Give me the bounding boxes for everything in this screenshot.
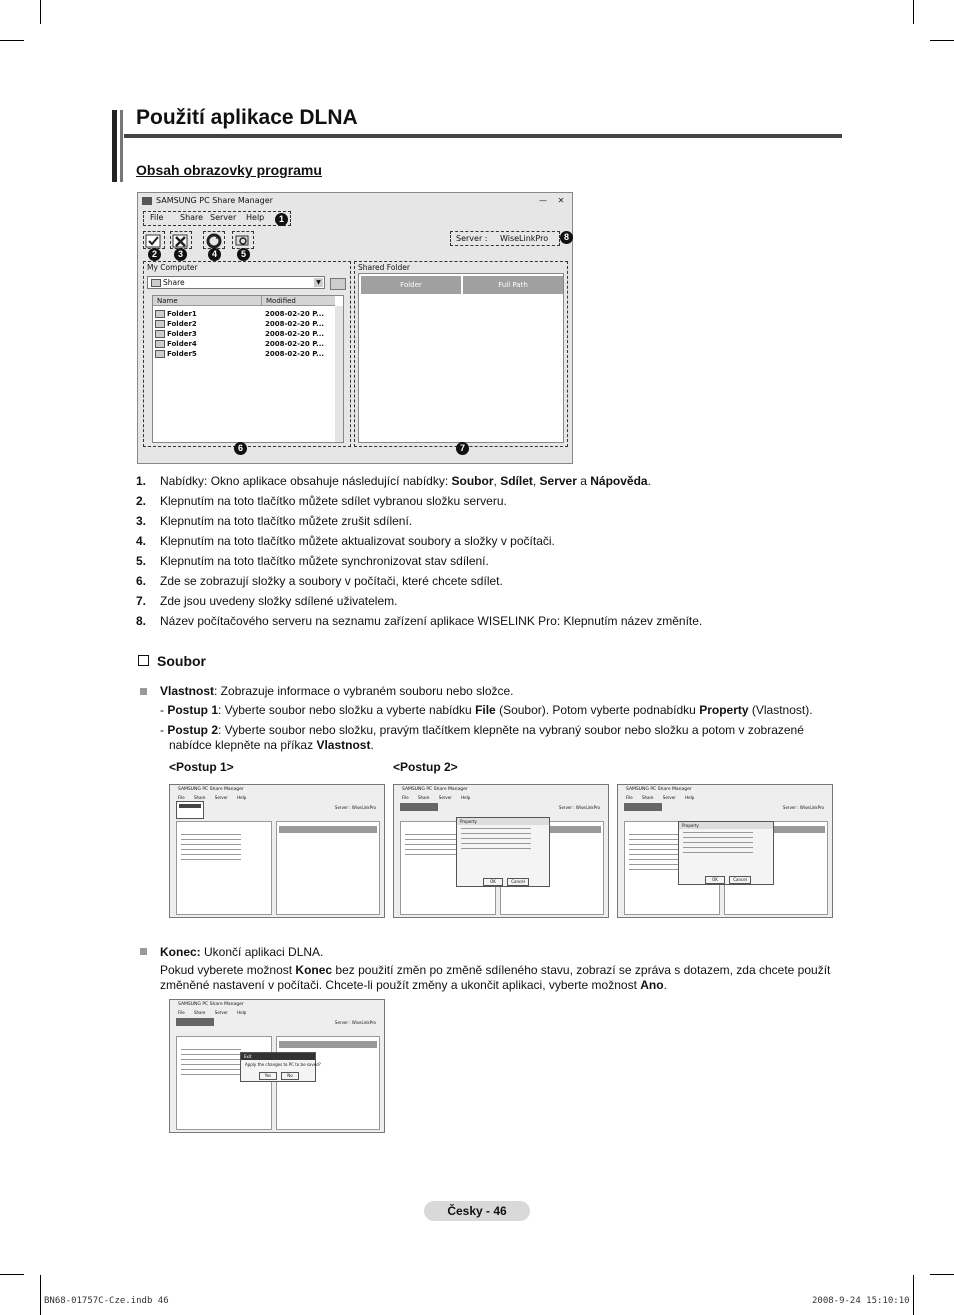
- window-title: SAMSUNG PC Share Manager: [156, 196, 273, 205]
- list-item-modified: 2008-02-20 P...: [265, 340, 325, 348]
- list-item[interactable]: Folder1: [155, 310, 197, 318]
- app-window-screenshot: [137, 192, 573, 464]
- mini-menu: File Share Server Help: [402, 795, 471, 800]
- list-item-modified: 2008-02-20 P...: [265, 310, 325, 318]
- mini-toolbar: [624, 803, 662, 811]
- folder-icon: [155, 330, 165, 338]
- mini-menu: File Share Server Help: [626, 795, 695, 800]
- list-item[interactable]: Folder2: [155, 320, 197, 328]
- col-modified[interactable]: Modified: [261, 296, 335, 306]
- konec-paragraph-2: změněné nastavení v počítači. Chcete-li použít změny a ukončit aplikaci, vyberte možnost Ano.: [160, 978, 667, 992]
- badge-1: 1: [275, 213, 288, 226]
- badge-6: 6: [234, 442, 247, 455]
- property-dialog: [678, 821, 774, 885]
- exit-dialog: [240, 1052, 321, 1082]
- crop-mark: [40, 1275, 41, 1315]
- crop-mark: [930, 1274, 954, 1275]
- shared-folder-label: Shared Folder: [358, 263, 410, 272]
- caption-postup1: <Postup 1>: [169, 760, 234, 774]
- col-name[interactable]: Name: [153, 296, 261, 306]
- list-item-modified: 2008-02-20 P...: [265, 320, 325, 328]
- crop-mark: [930, 40, 954, 41]
- menu-file[interactable]: File: [150, 213, 164, 222]
- title-bar-accent: [112, 110, 117, 182]
- crop-mark: [0, 40, 24, 41]
- server-label: Server :: [456, 234, 488, 243]
- list-item-modified: 2008-02-20 P...: [265, 330, 325, 338]
- file-dropdown: [176, 801, 204, 819]
- folder-icon: [155, 350, 165, 358]
- postup2-text: - Postup 2: Vyberte soubor nebo složku, pravým tlačítkem klepněte na vybraný soubor nebo složku a potom v zobrazené: [160, 723, 804, 737]
- no-button[interactable]: No: [281, 1072, 299, 1080]
- title-bar-accent: [120, 110, 123, 182]
- folder-up-icon[interactable]: [330, 278, 346, 290]
- crop-mark: [913, 0, 914, 24]
- konec-text: Konec: Ukončí aplikaci DLNA.: [160, 945, 324, 959]
- window-titlebar: [138, 193, 572, 209]
- crop-mark: [40, 0, 41, 24]
- mini-title: SAMSUNG PC Share Manager: [626, 787, 692, 792]
- checkbox-icon: [138, 655, 149, 666]
- list-item[interactable]: Folder3: [155, 330, 197, 338]
- konec-paragraph-1: Pokud vyberete možnost Konec bez použití změn po změně sdíleného stavu, zobrazí se zpráva s dotazem, zda chcete použít: [160, 963, 831, 977]
- refresh-icon[interactable]: [205, 233, 223, 249]
- caption-postup2: <Postup 2>: [393, 760, 458, 774]
- folder-icon: [155, 320, 165, 328]
- folder-icon: [155, 310, 165, 318]
- badge-2: 2: [148, 248, 161, 261]
- crop-mark: [913, 1275, 914, 1315]
- mini-title: SAMSUNG PC Share Manager: [402, 787, 468, 792]
- unshare-x-icon[interactable]: [172, 233, 190, 249]
- list-item-modified: 2008-02-20 P...: [265, 350, 325, 358]
- yes-button[interactable]: Yes: [259, 1072, 277, 1080]
- dialog-title: Property: [679, 822, 773, 829]
- share-combo-value: Share: [163, 278, 185, 287]
- title-rule: [124, 134, 842, 138]
- share-check-icon[interactable]: [145, 233, 163, 249]
- page-number-label: Česky - 46: [424, 1201, 530, 1221]
- postup2-text-cont: nabídce klepněte na příkaz Vlastnost.: [169, 738, 374, 752]
- screenshot-postup2b: [617, 784, 833, 918]
- scrollbar[interactable]: [335, 306, 343, 442]
- property-dialog: [456, 817, 550, 887]
- mini-title: SAMSUNG PC Share Manager: [178, 1002, 244, 1007]
- share-combo[interactable]: [147, 276, 325, 289]
- shared-folder-list: [358, 273, 564, 443]
- chevron-down-icon[interactable]: ▼: [314, 278, 323, 287]
- mini-title: SAMSUNG PC Share Manager: [178, 787, 244, 792]
- minimize-icon[interactable]: —: [539, 196, 547, 205]
- badge-4: 4: [208, 248, 221, 261]
- footer-timestamp: 2008-9-24 15:10:10: [812, 1296, 910, 1306]
- postup1-text: - Postup 1: Vyberte soubor nebo složku a vyberte nabídku File (Soubor). Potom vyberte podnabídku Property (Vlastnost).: [160, 703, 813, 717]
- list-item[interactable]: Folder5: [155, 350, 197, 358]
- mini-server: Server : WiseLinkPro: [558, 805, 600, 810]
- screenshot-postup1: [169, 784, 385, 918]
- sync-icon[interactable]: [234, 233, 252, 249]
- mini-server: Server : WiseLinkPro: [334, 1020, 376, 1025]
- menu-share[interactable]: Share: [180, 213, 204, 222]
- mini-right-panel: [276, 821, 380, 915]
- mini-right-panel: [276, 1036, 380, 1130]
- folder-icon: [151, 279, 161, 287]
- mini-server: Server : WiseLinkPro: [334, 805, 376, 810]
- badge-7: 7: [456, 442, 469, 455]
- mini-left-panel: [176, 821, 272, 915]
- crop-mark: [0, 1274, 24, 1275]
- menu-server[interactable]: Server: [210, 213, 237, 222]
- mini-left-panel: [176, 1036, 272, 1130]
- menu-bar: [140, 211, 570, 225]
- badge-3: 3: [174, 248, 187, 261]
- badge-5: 5: [237, 248, 250, 261]
- page-title: Použití aplikace DLNA: [136, 106, 358, 129]
- file-list: [152, 295, 344, 443]
- list-item[interactable]: Folder4: [155, 340, 197, 348]
- app-icon: [142, 197, 152, 205]
- mini-server: Server : WiseLinkPro: [782, 805, 824, 810]
- menu-help[interactable]: Help: [246, 213, 265, 222]
- my-computer-label: My Computer: [147, 263, 198, 272]
- col-folder[interactable]: Folder: [361, 276, 461, 294]
- cancel-button[interactable]: Cancel: [507, 878, 529, 886]
- exit-question: Apply the changes to PC to be saved?: [245, 1062, 321, 1067]
- server-name[interactable]: WiseLinkPro: [500, 234, 549, 243]
- mini-toolbar: [400, 803, 438, 811]
- screenshot-exit: [169, 999, 385, 1133]
- ok-button[interactable]: OK: [483, 878, 503, 886]
- exit-dialog-title: Exit: [241, 1053, 315, 1060]
- soubor-heading: Soubor: [138, 653, 206, 669]
- cancel-button[interactable]: Cancel: [729, 876, 751, 884]
- mini-toolbar: [176, 1018, 214, 1026]
- folder-icon: [155, 340, 165, 348]
- col-full-path[interactable]: Full Path: [463, 276, 563, 294]
- badge-8: 8: [560, 231, 573, 244]
- dialog-title: Property: [457, 818, 549, 825]
- bullet-square-icon: [140, 948, 147, 955]
- bullet-square-icon: [140, 688, 147, 695]
- footer-file-info: BN68-01757C-Cze.indb 46: [44, 1296, 169, 1306]
- ok-button[interactable]: OK: [705, 876, 725, 884]
- section-subheading: Obsah obrazovky programu: [136, 162, 322, 178]
- mini-menu: File Share Server Help: [178, 1010, 247, 1015]
- mini-menu: File Share Server Help: [178, 795, 247, 800]
- close-icon[interactable]: ✕: [557, 196, 565, 205]
- vlastnost-text: Vlastnost: Zobrazuje informace o vybraném souboru nebo složce.: [160, 684, 514, 698]
- screenshot-postup2a: [393, 784, 609, 918]
